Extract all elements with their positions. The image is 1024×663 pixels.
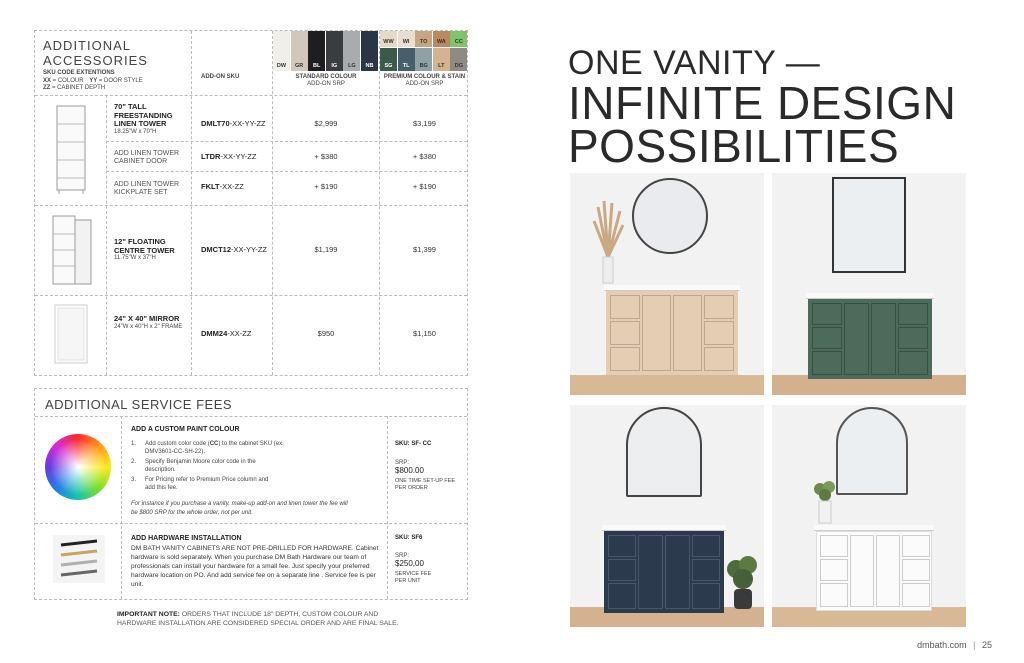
row-premium-price: $3,199 — [413, 119, 436, 128]
colour-wheel-icon — [45, 434, 111, 500]
swatch-sg: SG — [380, 48, 397, 71]
row-sku: LTDR-XX-YY-ZZ — [201, 152, 257, 161]
mirror-image — [51, 303, 91, 367]
row-name: 12" FLOATING CENTRE TOWER — [114, 237, 175, 255]
row-premium-price: + $190 — [412, 182, 437, 191]
hardware-fee-desc: SERVICE FEE PER UNIT — [395, 571, 432, 584]
row-standard-price: $1,199 — [314, 245, 338, 254]
swatch-dg: DG — [450, 48, 467, 71]
headline-line-1: ONE VANITY — — [568, 44, 821, 82]
hardware-body: DM BATH VANITY CABINETS ARE NOT PRE-DRILLED FOR HARDWARE. Cabinet hardware is sold separately. When you purchase DM Bath Hardware our team of professionals can install your hardware for a small fee. Just specify your preferred hardware location on PO. And add service fee on a separate line . Service fee is per unit. — [131, 545, 379, 588]
page-footer: dmbath.com | 25 — [917, 640, 992, 650]
swatch-to: TO — [415, 31, 432, 47]
hardware-title: ADD HARDWARE INSTALLATION — [131, 535, 242, 542]
row-premium-price: + $380 — [412, 152, 437, 161]
swatch-cc: CC — [450, 31, 467, 47]
swatch-ig: IG — [326, 31, 343, 71]
col-addon-sku: ADD-ON SKU — [201, 74, 240, 80]
row-standard-price: + $380 — [314, 152, 338, 161]
paint-sku: SKU: SF- CC — [395, 441, 432, 447]
swatch-bl: BL — [308, 31, 325, 71]
accessories-title-2: ACCESSORIES — [43, 53, 148, 68]
col-premium: PREMIUM COLOUR & STAIN — [383, 74, 466, 80]
row-name: ADD LINEN TOWER KICKPLATE SET — [114, 181, 180, 196]
sku-ext-title: SKU CODE EXTENTIONS — [43, 70, 115, 76]
swatch-bg: BG — [415, 48, 432, 71]
row-sku: DMCT12-XX-YY-ZZ — [201, 245, 267, 254]
paint-srp-value: $800.00 — [395, 466, 424, 475]
headline-line-3: POSSIBILITIES — [568, 120, 900, 172]
row-name: 70" TALL FREESTANDING LINEN TOWER — [114, 102, 173, 128]
paint-note: For instance if you purchase a vanity, make-up add-on and linen tower the fee will be $800 SRP for the whole order, not per unit. — [131, 501, 348, 516]
col-standard: STANDARD COLOUR — [295, 74, 357, 80]
paint-fee-desc: ONE TIME SET-UP FEE PER ORDER — [395, 478, 456, 491]
hardware-sku: SKU: SF6 — [395, 535, 423, 541]
row-dims: 18.25"W x 70"H — [114, 128, 157, 135]
swatch-dw: DW — [273, 31, 290, 71]
linen-tower-image — [47, 104, 95, 196]
paint-step: 1. Add custom color code (CC) to the cabinet SKU (ex. DMV3601-CC-SH-22). — [131, 441, 284, 455]
swatch-wa: WA — [433, 31, 450, 47]
col-standard-sub: ADD-ON SRP — [307, 81, 345, 87]
accessories-table — [34, 30, 468, 376]
row-premium-price: $1,150 — [413, 329, 436, 338]
paint-step: 3. For Pricing refer to Premium Price column and add this fee. — [131, 477, 269, 491]
row-standard-price: + $190 — [314, 182, 338, 191]
swatch-nb: NB — [361, 31, 378, 71]
swatch-lt: LT — [433, 48, 450, 71]
sku-ext-line-2: ZZ = CABINET DEPTH — [43, 85, 106, 91]
row-dims: 24"W x 40"H x 2" FRAME — [114, 323, 183, 330]
sku-ext-line: XX = COLOUR YY = DOOR STYLE — [43, 77, 143, 84]
row-sku: DMM24-XX-ZZ — [201, 329, 252, 338]
hardware-srp-value: $250,00 — [395, 559, 424, 568]
page-number: 25 — [981, 640, 992, 650]
vanity-photo-green — [772, 173, 966, 395]
accessories-title: ADDITIONAL — [43, 38, 132, 53]
service-title: ADDITIONAL SERVICE FEES — [45, 397, 233, 412]
row-name: 24" X 40" MIRROR — [114, 314, 180, 323]
row-premium-price: $1,399 — [413, 245, 436, 254]
paint-title: ADD A CUSTOM PAINT COLOUR — [131, 426, 240, 433]
footer-site[interactable]: dmbath.com — [917, 640, 967, 650]
standard-swatches — [273, 31, 379, 71]
vanity-photo-white — [772, 405, 966, 627]
row-name: ADD LINEN TOWER CABINET DOOR — [114, 150, 180, 165]
vanity-photo-navy — [570, 405, 764, 627]
headline-line-2: INFINITE DESIGN — [568, 77, 957, 129]
vanity-photo-oak — [570, 173, 764, 395]
paint-srp-label: SRP: — [395, 460, 410, 466]
swatch-ww: WW — [380, 31, 397, 47]
row-standard-price: $950 — [317, 329, 335, 338]
row-dims: 11.75"W x 37"H — [114, 255, 156, 261]
swatch-gr: GR — [291, 31, 308, 71]
row-sku: FKLT-XX-ZZ — [201, 182, 244, 191]
paint-step: 2. Specify Benjamin Moore color code in the description. — [131, 459, 256, 473]
swatch-lg: LG — [343, 31, 360, 71]
row-standard-price: $2,999 — [314, 119, 338, 128]
row-sku: DMLT70-XX-YY-ZZ — [201, 119, 266, 128]
service-fees-table — [34, 388, 468, 600]
col-premium-sub: ADD-ON SRP — [405, 81, 444, 87]
important-note: IMPORTANT NOTE: ORDERS THAT INCLUDE 18" DEPTH, CUSTOM COLOUR AND HARDWARE INSTALLATION ARE CONSIDERED SPECIAL ORDER AND ARE FINAL SALE. — [117, 611, 399, 627]
centre-tower-image — [45, 214, 97, 288]
premium-swatches — [380, 31, 469, 71]
swatch-wi: WI — [398, 31, 415, 47]
hardware-srp-label: SRP: — [395, 553, 410, 559]
swatch-tl: TL — [398, 48, 415, 71]
hardware-handles-icon — [53, 535, 105, 583]
